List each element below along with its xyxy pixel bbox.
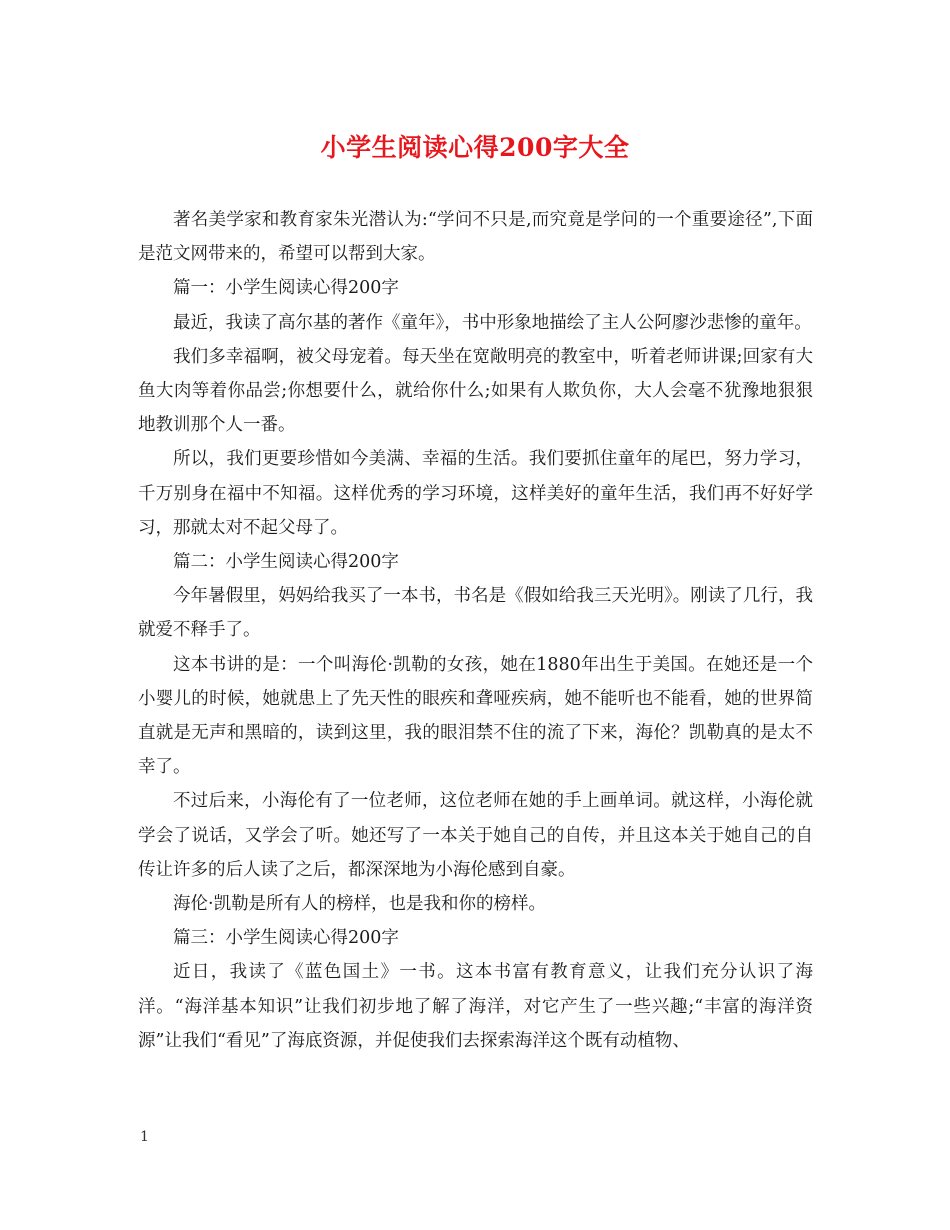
body-paragraph: 海伦·凯勒是所有人的榜样，也是我和你的榜样。 <box>173 894 547 915</box>
section-heading: 篇一：小学生阅读心得200字 <box>173 278 399 299</box>
page-number: 1 <box>140 1129 149 1145</box>
document-title: 小学生阅读心得200字大全 <box>320 133 630 162</box>
section-heading: 篇二：小学生阅读心得200字 <box>173 552 399 573</box>
body-paragraph: 这本书讲的是：一个叫海伦·凯勒的女孩，她在1880年出生于美国。在她还是一个小婴儿的时候，她就患上了先天性的眼疾和聋哑疾病，她不能听也不能看，她的世界简直就是无声和黑暗的，读到这里，我的眼泪禁不住的流了下来，海伦？凯勒真的是太不幸了。 <box>138 654 813 778</box>
body-paragraph: 我们多幸福啊，被父母宠着。每天坐在宽敞明亮的教室中，听着老师讲课;回家有大鱼大肉等着你品尝;你想要什么，就给你什么;如果有人欺负你，大人会毫不犹豫地狠狠地教训那个人一番。 <box>138 346 813 436</box>
body-paragraph: 近日，我读了《蓝色国土》一书。这本书富有教育意义，让我们充分认识了海洋。“海洋基本知识”让我们初步地了解了海洋，对它产生了一些兴趣;“丰富的海洋资源”让我们“看见”了海底资源，并促使我们去探索海洋这个既有动植物、 <box>138 962 813 1051</box>
body-paragraph: 所以，我们更要珍惜如今美满、幸福的生活。我们要抓住童年的尾巴，努力学习，千万别身在福中不知福。这样优秀的学习环境，这样美好的童年生活，我们再不好好学习，那就太对不起父母了。 <box>138 449 813 538</box>
body-paragraph: 不过后来，小海伦有了一位老师，这位老师在她的手上画单词。就这样，小海伦就学会了说话，又学会了听。她还写了一本关于她自己的自传，并且这本关于她自己的自传让许多的后人读了之后，都深深地为小海伦感到自豪。 <box>138 791 813 880</box>
body-paragraph: 最近，我读了高尔基的著作《童年》，书中形象地描绘了主人公阿廖沙悲惨的童年。 <box>173 312 812 333</box>
body-paragraph: 今年暑假里，妈妈给我买了一本书，书名是《假如给我三天光明》。刚读了几行，我就爱不释手了。 <box>138 586 813 641</box>
document-body <box>138 203 813 1058</box>
intro-paragraph: 著名美学家和教育家朱光潜认为:“学问不只是,而究竟是学问的一个重要途径”,下面是范文网带来的，希望可以帮到大家。 <box>138 210 813 265</box>
section-heading: 篇三：小学生阅读心得200字 <box>173 928 399 949</box>
